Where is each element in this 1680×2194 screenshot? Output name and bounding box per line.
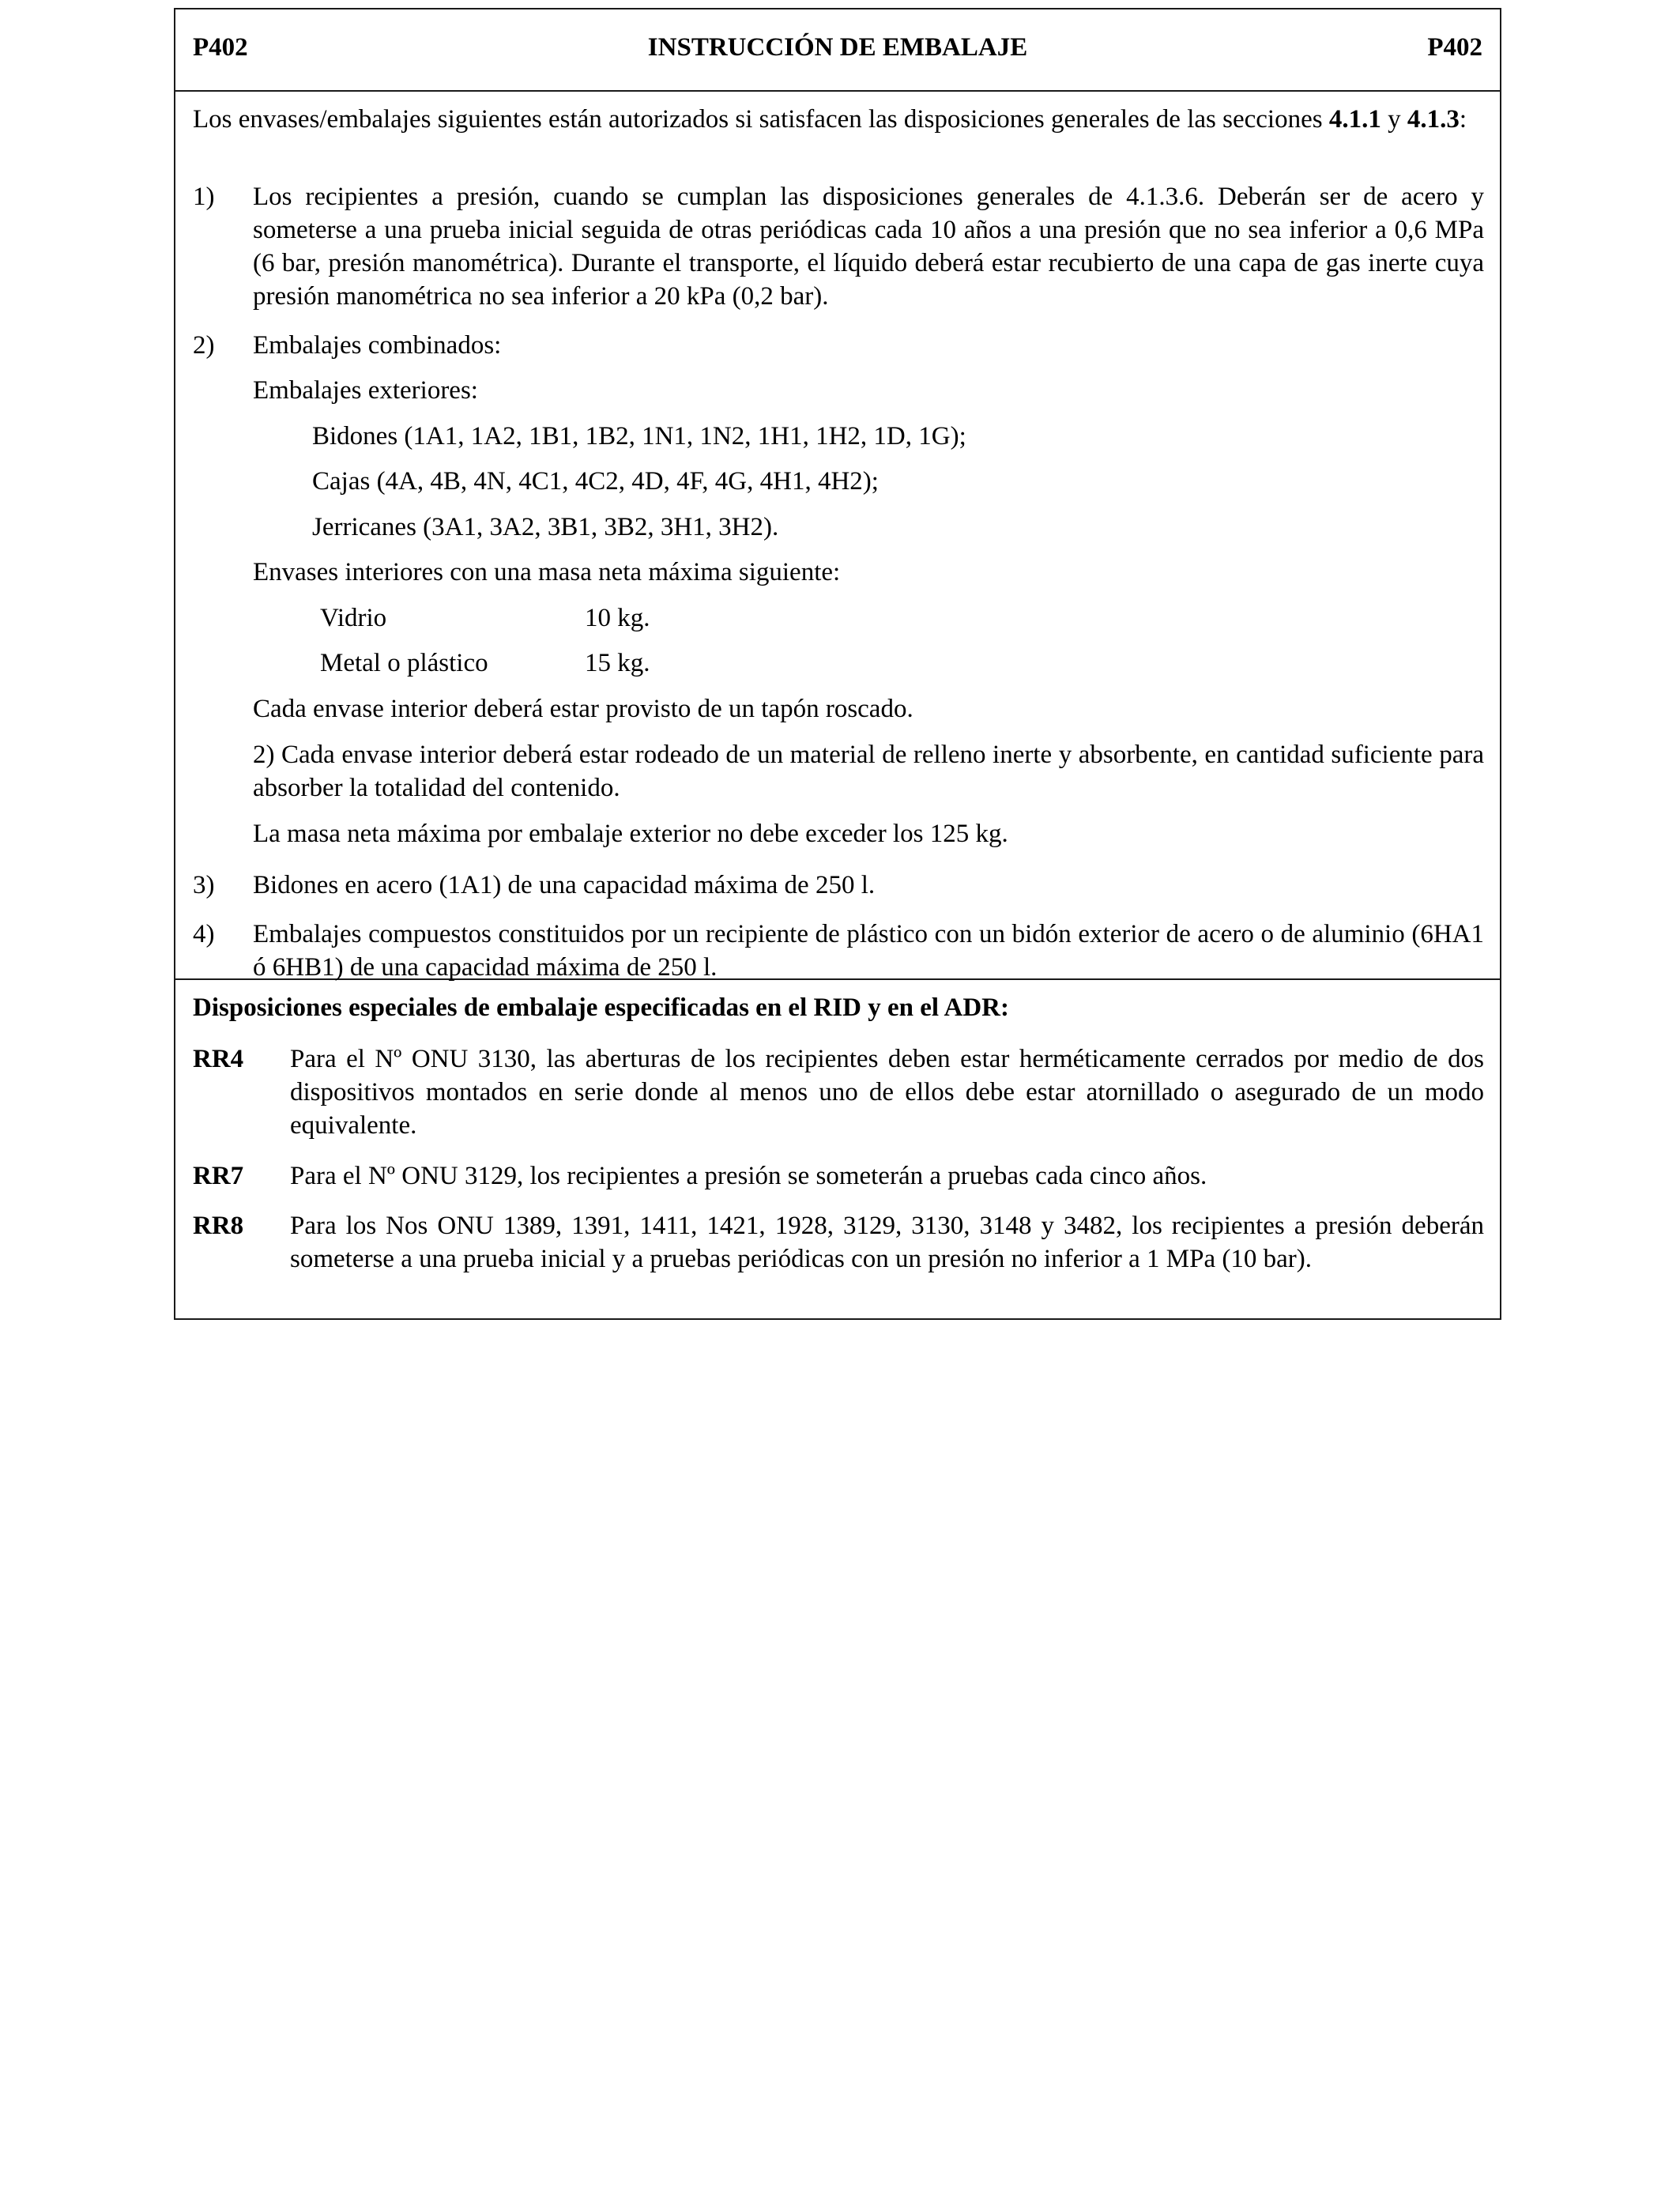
authorized-packagings-section <box>175 92 1500 980</box>
outer-packaging-drums: Bidones (1A1, 1A2, 1B1, 1B2, 1N1, 1N2, 1H1, 1H2, 1D, 1G); <box>312 422 966 450</box>
provision-code-rr4: RR4 <box>193 1045 244 1073</box>
section-ref-411: 4.1.1 <box>1328 105 1381 134</box>
provision-text-rr7: Para el Nº ONU 3129, los recipientes a presión se someterán a pruebas cada cinco años. <box>290 1162 1207 1190</box>
intro-text: Los envases/embalajes siguientes están autorizados si satisfacen las disposiciones generales de las secciones <box>193 105 1329 134</box>
item-1-number: 1) <box>193 183 215 211</box>
outer-packaging-boxes: Cajas (4A, 4B, 4N, 4C1, 4C2, 4D, 4F, 4G, 4H1, 4H2); <box>312 467 879 496</box>
provision-text-rr4: Para el Nº ONU 3130, las aberturas de los recipientes deben estar herméticamente cerrados por medio de dos dispositivos montados en serie donde al menos uno de ellos debe estar atornillado o asegurado de un modo equivalente. <box>290 1045 1484 1140</box>
item-2-number: 2) <box>193 331 215 360</box>
absorbent-material-note: 2) Cada envase interior deberá estar rodeado de un material de relleno inerte y absorbente, en cantidad suficiente para absorber la totalidad del contenido. <box>253 741 1484 802</box>
item-4-number: 4) <box>193 920 215 948</box>
inner-material-metal-plastic: Metal o plástico <box>320 649 488 677</box>
instruction-code-left: P402 <box>193 33 248 62</box>
section-ref-413: 4.1.3 <box>1407 105 1460 134</box>
inner-material-glass: Vidrio <box>320 604 387 632</box>
item-2-text: Embalajes combinados: <box>253 331 502 360</box>
max-net-mass-note: La masa neta máxima por embalaje exterior no debe exceder los 125 kg. <box>253 820 1008 848</box>
provision-code-rr8: RR8 <box>193 1212 244 1240</box>
inner-packagings-label: Envases interiores con una masa neta máxima siguiente: <box>253 558 841 586</box>
inner-closure-note: Cada envase interior deberá estar provisto de un tapón roscado. <box>253 695 913 723</box>
provision-text-rr8: Para los Nos ONU 1389, 1391, 1411, 1421, 1928, 3129, 3130, 3148 y 3482, los recipientes a presión deberán someterse a una prueba inicial y a pruebas periódicas con un presión no inferior a 1 MPa (10 bar). <box>290 1212 1484 1273</box>
special-provisions-heading: Disposiciones especiales de embalaje especificadas en el RID y en el ADR: <box>193 993 1009 1022</box>
item-3-text: Bidones en acero (1A1) de una capacidad máxima de 250 l. <box>253 871 876 899</box>
item-1-text: Los recipientes a presión, cuando se cumplan las disposiciones generales de 4.1.3.6. Deberán ser de acero y someterse a una prueba inicial seguida de otras periódicas cada 10 años a una presión que no sea inferior a 0,6 MPa (6 bar, presión manométrica). Durante el transporte, el líquido deberá estar recubierto de una capa de gas inerte cuya presión manométrica no sea inferior a 20 kPa (0,2 bar). <box>253 183 1484 311</box>
intro-colon: : <box>1459 105 1467 134</box>
intro-conjunction: y <box>1381 105 1407 134</box>
packing-instruction-table <box>174 8 1501 1320</box>
item-4-text: Embalajes compuestos constituidos por un recipiente de plástico con un bidón exterior de acero o de aluminio (6HA1 ó 6HB1) de una capacidad máxima de 250 l. <box>253 920 1484 982</box>
outer-packaging-jerricans: Jerricanes (3A1, 3A2, 3B1, 3B2, 3H1, 3H2). <box>312 513 779 541</box>
inner-mass-metal-plastic: 15 kg. <box>585 649 650 677</box>
item-3-number: 3) <box>193 871 215 899</box>
outer-packagings-label: Embalajes exteriores: <box>253 376 478 405</box>
instruction-code-right: P402 <box>1427 33 1482 62</box>
inner-mass-glass: 10 kg. <box>585 604 650 632</box>
instruction-title: INSTRUCCIÓN DE EMBALAJE <box>647 33 1028 62</box>
special-provisions-section <box>175 980 1500 1320</box>
intro-paragraph <box>193 103 1484 136</box>
table-header <box>175 9 1500 92</box>
provision-code-rr7: RR7 <box>193 1162 244 1190</box>
